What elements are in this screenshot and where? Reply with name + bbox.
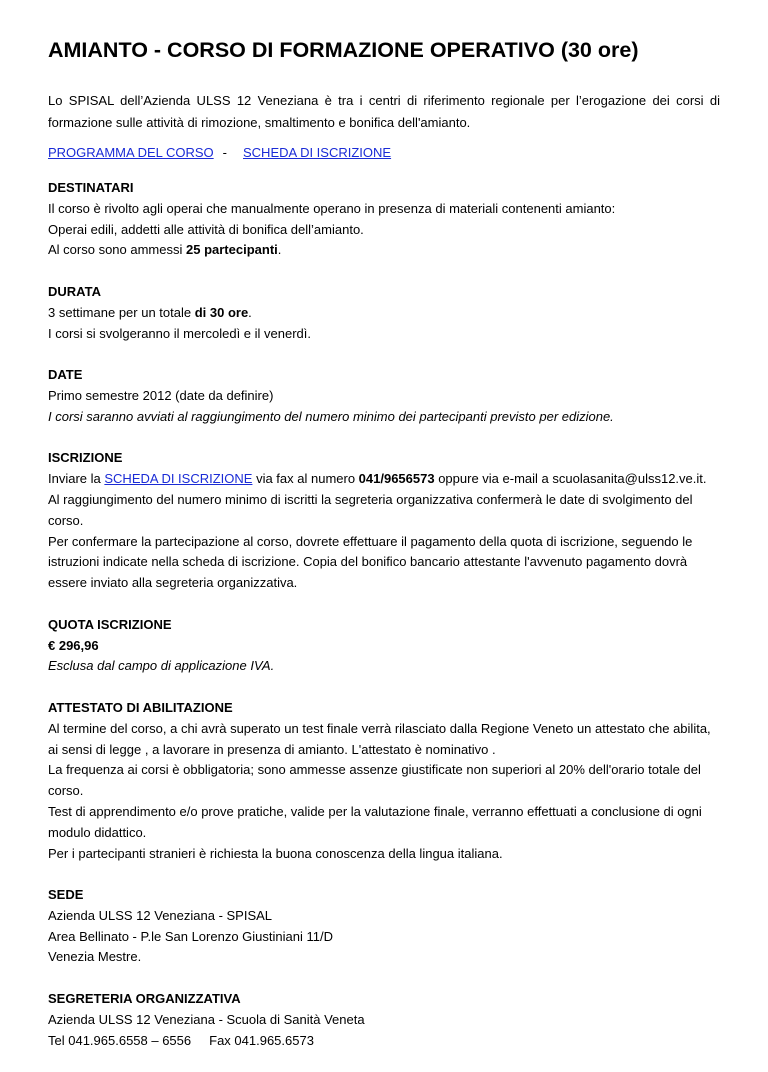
section-heading: DESTINATARI [48, 180, 134, 195]
durata-line [48, 303, 720, 324]
tel-number: Tel 041.965.6558 – 6556 [48, 1032, 192, 1048]
destinatari-line: Operai edili, addetti alle attività di bonifica dell’amianto. [48, 221, 364, 237]
segreteria-line: Azienda ULSS 12 Veneziana - Scuola di Sanità Veneta [48, 1011, 365, 1027]
iscrizione-line: Per confermare la partecipazione al corso, dovrete effettuare il pagamento della quota di iscrizione, seguendo le istruzioni indicate nella scheda di iscrizione. Copia del bonifico bancario attestante l'avvenuto pagamento dovrà essere inviato alla segreteria organizzativa. [48, 533, 693, 591]
scheda-link[interactable]: SCHEDA DI ISCRIZIONE [243, 145, 392, 160]
section-destinatari [48, 178, 720, 261]
date-line: Primo semestre 2012 (date da definire) [48, 387, 274, 403]
destinatari-line: Il corso è rivolto agli operai che manualmente operano in presenza di materiali contenenti amianto: [48, 200, 616, 216]
hours-total: di 30 ore [194, 304, 249, 320]
attestato-line: Al termine del corso, a chi avrà superato un test finale verrà rilasciato dalla Regione Veneto un attestato che abilita, ai sensi di legge , a lavorare in presenza di amianto. L'attestato è nominativo . [48, 720, 711, 757]
links-separator: - [222, 145, 227, 160]
quota-amount: € 296,96 [48, 637, 99, 653]
section-iscrizione [48, 448, 720, 594]
sede-line: Azienda ULSS 12 Veneziana - SPISAL [48, 907, 273, 923]
sede-line: Venezia Mestre. [48, 949, 142, 965]
page-title: AMIANTO - CORSO DI FORMAZIONE OPERATIVO (30 ore) [48, 38, 639, 62]
section-durata [48, 282, 720, 344]
attestato-line: La frequenza ai corsi è obbligatoria; sono ammesse assenze giustificate non superiori al 20% dell'orario totale del corso. [48, 762, 701, 799]
section-heading: ATTESTATO DI ABILITAZIONE [48, 699, 233, 715]
participants-count: 25 partecipanti [186, 242, 278, 258]
destinatari-line [48, 240, 720, 261]
sede-line: Area Bellinato - P.le San Lorenzo Giustiniani 11/D [48, 928, 333, 944]
scheda-inline-link[interactable]: SCHEDA DI ISCRIZIONE [104, 471, 253, 487]
attestato-line: Test di apprendimento e/o prove pratiche, valide per la valutazione finale, verranno effettuati a conclusione di ogni modulo didattico. [48, 803, 702, 840]
section-sede [48, 885, 720, 968]
text: 3 settimane per un totale [48, 304, 195, 320]
text: oppure via e-mail a scuolasanita@ulss12.ve.it. [434, 471, 707, 487]
date-note: I corsi saranno avviati al raggiungimento del numero minimo dei partecipanti previsto per edizione. [48, 408, 614, 424]
course-details [48, 178, 720, 1072]
section-heading: QUOTA ISCRIZIONE [48, 616, 172, 632]
durata-line: I corsi si svolgeranno il mercoledì e il venerdì. [48, 325, 312, 341]
quota-note: Esclusa dal campo di applicazione IVA. [48, 658, 275, 674]
iscrizione-line: Al raggiungimento del numero minimo di iscritti la segreteria organizzativa confermerà le date di svolgimento del corso. [48, 491, 693, 528]
fax-contact: Fax 041.965.6573 [209, 1032, 314, 1048]
section-heading: DATE [48, 367, 83, 383]
section-date [48, 365, 720, 427]
text: via fax al numero [252, 471, 359, 487]
section-quota [48, 615, 720, 677]
text: Inviare la [48, 471, 105, 487]
section-heading: DURATA [48, 283, 101, 299]
text: . [248, 304, 252, 320]
text: . [277, 242, 282, 258]
section-segreteria [48, 989, 720, 1051]
intro-paragraph: Lo SPISAL dell’Azienda ULSS 12 Veneziana è tra i centri di riferimento regionale per l’erogazione dei corsi di formazione sulle attività di rimozione, smaltimento e bonifica dell'amianto. [48, 93, 720, 130]
text: Al corso sono ammessi [48, 242, 186, 258]
section-heading: ISCRIZIONE [48, 450, 123, 466]
programma-link[interactable]: PROGRAMMA DEL CORSO [48, 145, 214, 160]
attestato-line: Per i partecipanti stranieri è richiesta la buona conoscenza della lingua italiana. [48, 845, 503, 861]
section-heading: SEGRETERIA ORGANIZZATIVA [48, 991, 241, 1007]
course-links [48, 144, 391, 162]
section-attestato [48, 698, 720, 864]
segreteria-contacts [48, 1031, 720, 1052]
fax-number: 041/9656573 [358, 471, 435, 487]
iscrizione-line [48, 469, 720, 490]
section-heading: SEDE [48, 887, 84, 903]
